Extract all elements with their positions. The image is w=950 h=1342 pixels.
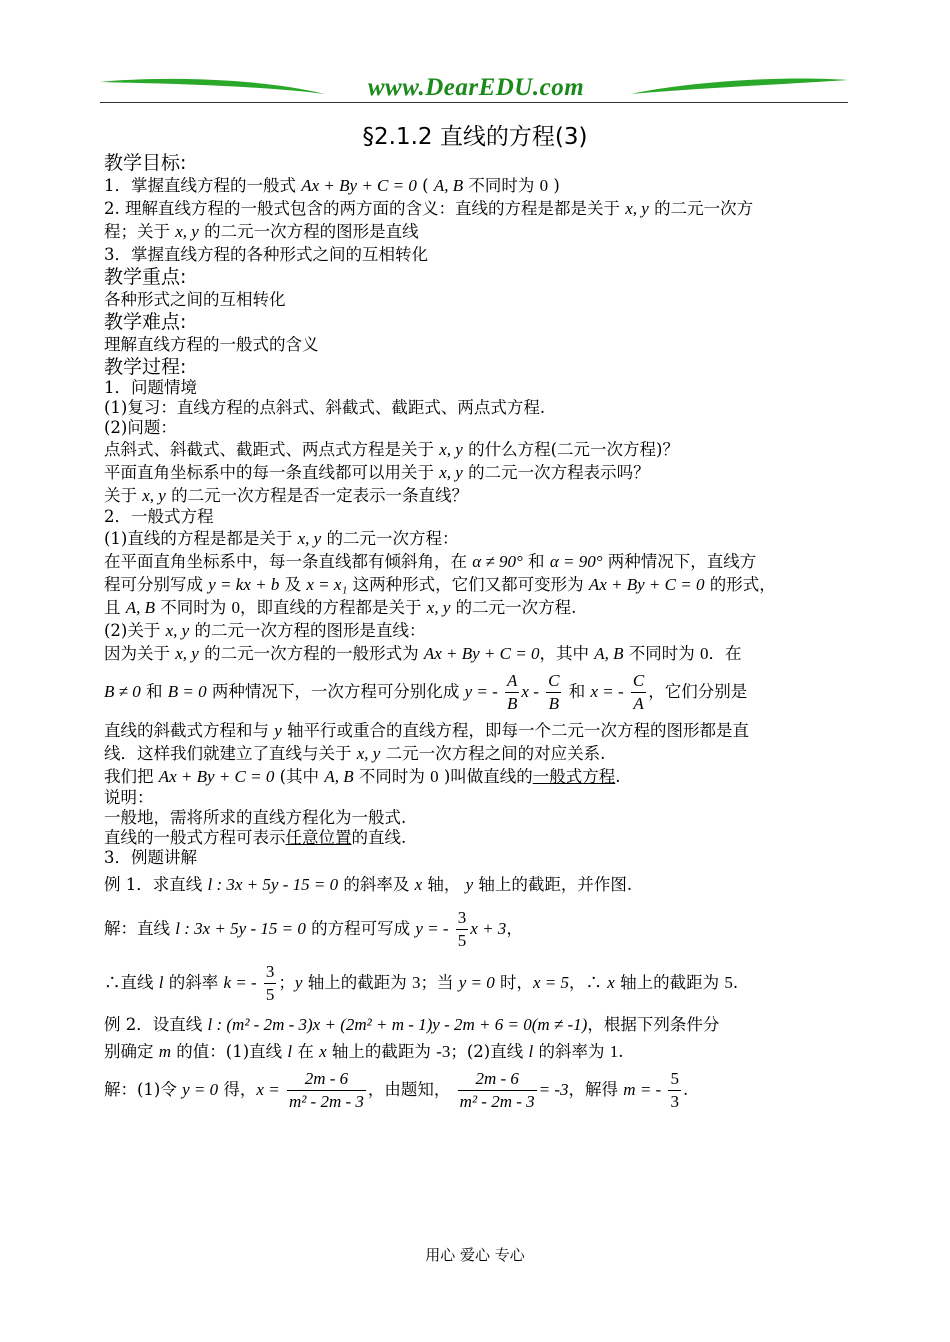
heading-difficulties: 教学难点:	[104, 311, 187, 333]
process-review: (1)复习：直线方程的点斜式、斜截式、截距式、两点式方程.	[104, 398, 546, 417]
general-1-b: 程可分别写成 y = kx + b 及 x = x₁ 这两种形式，它们又都可变形为 Ax + By + C = 0 的形式，	[104, 575, 776, 594]
fraction-3-over-5-slope: $\frac{3}{5}$	[265, 962, 275, 1004]
example-2: 例 2．设直线 l : (m² - 2m - 3)x + (2m² + m - 1)y - 2m + 6 = 0(m ≠ -1)，根据下列条件分	[104, 1015, 720, 1034]
question-3: 关于 x, y 的二元一次方程是否一定表示一条直线？	[104, 486, 469, 505]
fraction-intercept: $\frac{2m - 6}{\text{m² - 2m - 3}}$	[288, 1069, 364, 1111]
general-2: (2)关于 x, y 的二元一次方程的图形是直线：	[104, 621, 426, 640]
general-1-c: 且 A, B 不同时为 0，即直线的方程都是关于 x, y 的二元一次方程.	[104, 598, 577, 617]
fraction-3-over-5: $\frac{3}{5}$	[457, 908, 467, 950]
general-definition: 我们把 Ax + By + C = 0 (其中 A, B 不同时为 0 )叫做直线的一般式方程.	[104, 767, 621, 786]
general-2-d: 线．这样我们就建立了直线与关于 x, y 二元一次方程之间的对应关系.	[104, 744, 606, 763]
difficulties-text: 理解直线方程的一般式的含义	[104, 335, 319, 354]
heading-key-points: 教学重点:	[104, 266, 187, 288]
solution-1-b: ∴直线 l 的斜率 k = - $\frac{3}{5}$ ；y 轴上的截距为 3；当 y = 0 时，x = 5，∴ x 轴上的截距为 5.	[104, 962, 739, 1004]
page-title: §2.1.2 直线的方程(3)	[362, 124, 588, 150]
fraction-c-over-b: $\frac{C}{B}$	[548, 671, 560, 713]
document-body	[104, 152, 852, 1117]
heading-process: 教学过程:	[104, 356, 187, 378]
example-2-cont: 别确定 m 的值：(1)直线 l 在 x 轴上的截距为 -3；(2)直线 l 的斜率为 1.	[104, 1042, 624, 1061]
note-1: 一般地，需将所求的直线方程化为一般式.	[104, 808, 407, 827]
header-rule	[100, 102, 848, 103]
general-2-b: B ≠ 0 和 B = 0 两种情况下，一次方程可分别化成 y = - $\frac{A}{B}$ x - $\frac{C}{B}$ 和 x = - $\frac{C}{A}$ ，它们分别是	[104, 671, 748, 713]
heading-objectives: 教学目标:	[104, 152, 187, 174]
general-1-a: 在平面直角坐标系中，每一条直线都有倾斜角，在 α ≠ 90° 和 α = 90° 两种情况下，直线方	[104, 552, 757, 571]
solution-2: 解：(1)令 y = 0 得，x = $\frac{2m - 6}{\text{m² - 2m - 3}}$ ，由题知， $\frac{2m - 6}{\text{m² - 2m - 3}}$ = -3，解得 m = - $\frac{5}{3}$ .	[104, 1069, 689, 1111]
objective-2: 2. 理解直线方程的一般式包含的两方面的含义：直线的方程是都是关于 x, y 的二元一次方	[104, 199, 754, 218]
example-1: 例 1．求直线 l : 3x + 5y - 15 = 0 的斜率及 x 轴， y 轴上的截距，并作图.	[104, 875, 633, 894]
site-logo[interactable]: www.DearEDU.com	[367, 74, 585, 101]
objective-3: 3．掌握直线方程的各种形式之间的互相转化	[104, 245, 428, 264]
process-3: 3．例题讲解	[104, 848, 197, 867]
fraction-intercept-eq: $\frac{2m - 6}{\text{m² - 2m - 3}}$	[459, 1069, 535, 1111]
key-points-text: 各种形式之间的互相转化	[104, 290, 286, 309]
page-footer: 用心 爱心 专心	[425, 1246, 525, 1264]
note-2: 直线的一般式方程可表示任意位置的直线.	[104, 828, 407, 847]
solution-1-a: 解：直线 l : 3x + 5y - 15 = 0 的方程可写成 y = - $\frac{3}{5}$ x + 3，	[104, 908, 523, 950]
general-2-a: 因为关于 x, y 的二元一次方程的一般形式为 Ax + By + C = 0，其中 A, B 不同时为 0．在	[104, 644, 742, 663]
objective-2-cont: 程；关于 x, y 的二元一次方程的图形是直线	[104, 222, 419, 241]
process-questions: (2)问题：	[104, 418, 177, 437]
objective-1: 1．掌握直线方程的一般式 Ax + By + C = 0 ( A, B 不同时为 0 )	[104, 176, 560, 195]
fraction-a-over-b: $\frac{A}{B}$	[507, 671, 518, 713]
question-2: 平面直角坐标系中的每一条直线都可以用关于 x, y 的二元一次方程表示吗？	[104, 463, 650, 482]
process-2: 2．一般式方程	[104, 507, 214, 526]
question-1: 点斜式、斜截式、截距式、两点式方程是关于 x, y 的什么方程(二元一次方程)？	[104, 440, 679, 459]
fraction-5-over-3: $\frac{5}{3}$	[670, 1069, 679, 1111]
fraction-c-over-a: $\frac{C}{A}$	[632, 671, 645, 713]
process-1: 1．问题情境	[104, 378, 197, 397]
header-banner	[100, 68, 850, 102]
general-2-c: 直线的斜截式方程和与 y 轴平行或重合的直线方程，即每一个二元一次方程的图形都是直	[104, 721, 750, 740]
note-heading: 说明：	[104, 788, 154, 807]
general-1: (1)直线的方程是都是关于 x, y 的二元一次方程：	[104, 529, 459, 548]
